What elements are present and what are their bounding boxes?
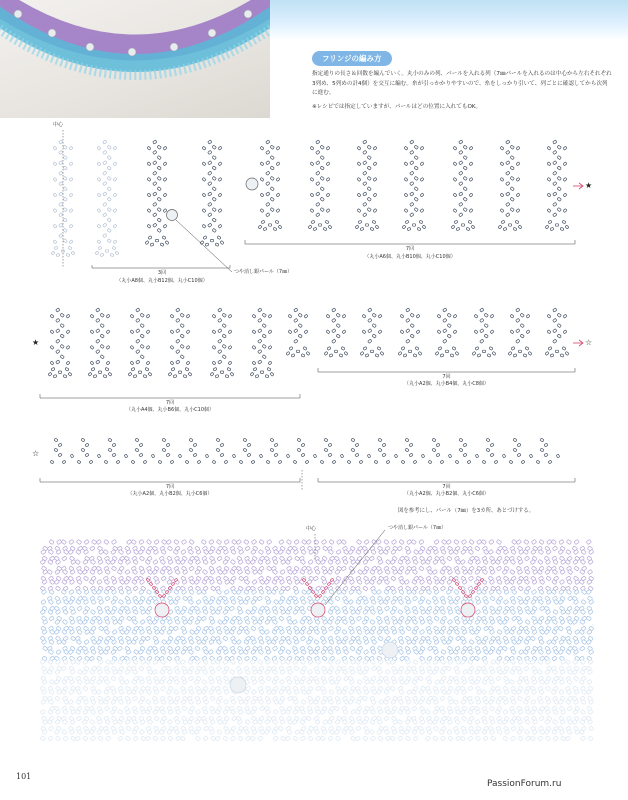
row1-left-detail: （丸小A8個、丸小B12個、丸小C10個） bbox=[116, 278, 208, 284]
finished-pattern bbox=[40, 539, 594, 741]
row2-left-count: 7回 bbox=[165, 400, 175, 406]
star-filled-icon-start: ★ bbox=[32, 338, 40, 347]
row1-right-detail: （丸小A6個、丸小B10個、丸小C10個） bbox=[364, 254, 456, 260]
row3-left-detail: （丸小A2個、丸小B2個、丸小C6個） bbox=[127, 491, 213, 497]
row3-right-count: 7回 bbox=[442, 484, 451, 490]
fringe-row-2 bbox=[48, 308, 569, 378]
star-outline-icon: ☆ bbox=[585, 338, 593, 347]
instructions-note: ※レシピでは指定していますが、パールはどの位置に入れてもOK。 bbox=[312, 103, 482, 110]
continue-arrows bbox=[573, 183, 583, 346]
row2-right-count: 7回 bbox=[442, 374, 451, 380]
row1-center-label: 中心 bbox=[53, 122, 64, 128]
fringe-row-1 bbox=[51, 140, 569, 257]
row3-right-detail: （丸小A2個、丸小B2個、丸小C6個） bbox=[404, 491, 489, 497]
row2-left-detail: （丸小A4個、丸小B6個、丸小C10個） bbox=[125, 407, 215, 413]
bottom-center-label: 中心 bbox=[306, 526, 317, 532]
watermark: PassionForum.ru bbox=[487, 779, 562, 789]
row1-pearl-label: つや消し銀パール（7㎜） bbox=[234, 269, 293, 275]
bottom-pearl-label: つや消し銀パール（7㎜） bbox=[388, 525, 447, 531]
star-outline-icon-start: ☆ bbox=[32, 449, 40, 458]
star-filled-icon: ★ bbox=[585, 181, 593, 190]
instructions-paragraph: 指定通りの長さ＆回数を編んでいく。丸小のみの列、パールを入れる列（7㎜パールを入れるのは中心から左右それぞれ3列め、5列めの計4個）を交互に編む。糸が引っかかりやすいので、糸をしっかり引いて、列ごとに確認してから次列に進む。 bbox=[312, 71, 612, 97]
row3-left-count: 7回 bbox=[165, 484, 175, 490]
bottom-note: 図を参考にし、パール（7㎜）を3カ所、あとづけする。 bbox=[398, 508, 535, 514]
page-number: 101 bbox=[16, 772, 32, 781]
row1-left-count: 3回 bbox=[157, 270, 167, 276]
annotation-lines bbox=[40, 130, 575, 605]
row2-right-detail: （丸小A2個、丸小B4個、丸小C8個） bbox=[404, 381, 489, 387]
section-heading: フリンジの編み方 bbox=[312, 51, 392, 66]
row1-right-count: 7回 bbox=[405, 246, 415, 252]
fringe-row-3 bbox=[50, 438, 560, 464]
